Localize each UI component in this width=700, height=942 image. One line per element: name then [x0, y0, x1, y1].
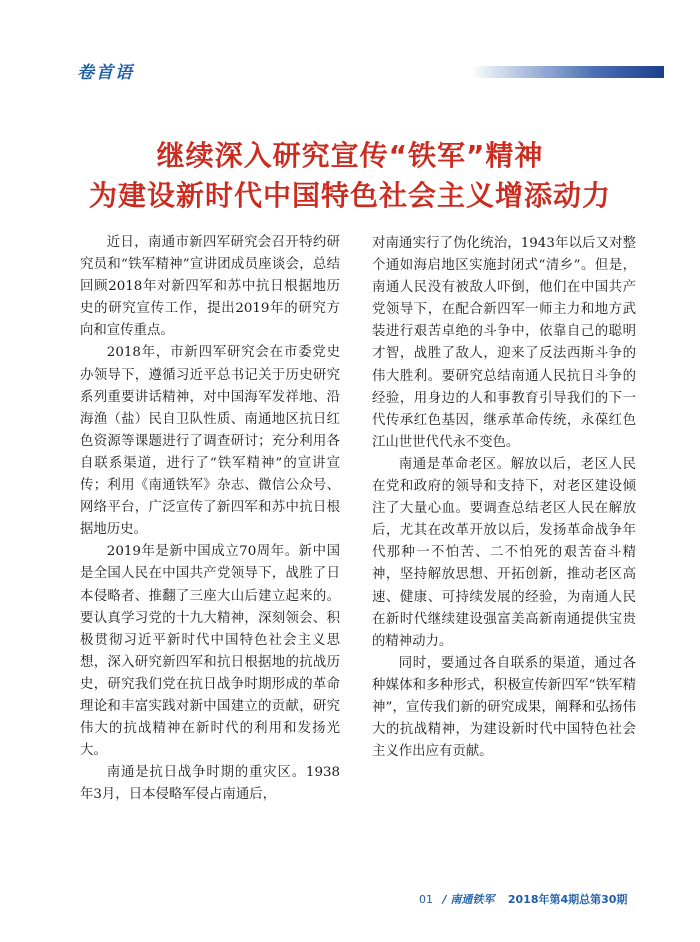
page-footer	[419, 891, 627, 907]
paragraph: 南通是革命老区。解放以后，老区人民在党和政府的领导和支持下，对老区建设倾注了大量心血。要调查总结老区人民在解放后，尤其在改革开放以后，发扬革命战争年代那种一不怕苦、二不怕死的艰苦奋斗精神，坚持解放思想、开拓创新，推动老区高速、健康、可持续发展的经验，为南通人民在新时代继续建设强富美高新南通提供宝贵的精神动力。	[372, 456, 636, 649]
header-decoration-bar	[470, 66, 664, 78]
paragraph: 同时，要通过各自联系的渠道，通过各种媒体和多种形式，积极宣传新四军“铁军精神”，宣传我们新的研究成果，阐释和弘扬伟大的抗战精神，为建设新时代中国特色社会主义作出应有贡献。	[372, 655, 636, 760]
left-column	[80, 232, 340, 806]
paragraph: 南通是抗日战争时期的重灾区。1938年3月，日本侵略军侵占南通后，	[80, 765, 340, 803]
column-label: 卷首语	[77, 63, 134, 83]
article-title-line1: 继续深入研究宣传“铁军”精神	[156, 139, 544, 172]
right-column	[372, 233, 636, 763]
article-title-line2: 为建设新时代中国特色社会主义增添动力	[88, 179, 611, 212]
page-number: 01	[419, 893, 433, 906]
issue-info: 2018年第4期总第30期	[507, 893, 628, 906]
paragraph: 2019年是新中国成立70周年。新中国是全国人民在中国共产党领导下，战胜了日本侵略者、推翻了三座大山后建立起来的。要认真学习党的十九大精神，深刻领会、积极贯彻习近平新时代中国特色社会主义思想，深入研究新四军和抗日根据地的抗战历史，研究我们党在抗日战争时期形成的革命理论和丰富实践对新中国建立的贡献，研究伟大的抗战精神在新时代的利用和发扬光大。	[80, 544, 340, 759]
magazine-logo: / 南通铁军	[442, 893, 495, 906]
paragraph: 近日，南通市新四军研究会召开特约研究员和“铁军精神”宣讲团成员座谈会，总结回顾2018年对新四军和苏中抗日根据地历史的研究宣传工作，提出2019年的研究方向和宣传重点。	[80, 235, 340, 339]
paragraph: 2018年，市新四军研究会在市委党史办领导下，遵循习近平总书记关于历史研究系列重要讲话精神，对中国海军发祥地、沿海渔（盐）民自卫队性质、南通地区抗日红色资源等课题进行了调查研讨；充分利用各自联系渠道，进行了“铁军精神”的宣讲宣传；利用《南通铁军》杂志、微信公众号、网络平台，广泛宣传了新四军和苏中抗日根据地历史。	[80, 345, 340, 538]
paragraph-continuation: 对南通实行了伪化统治，1943年以后又对整个通如海启地区实施封闭式“清乡”。但是，南通人民没有被敌人吓倒，他们在中国共产党领导下，在配合新四军一师主力和地方武装进行艰苦卓绝的斗争中，依靠自己的聪明才智，战胜了敌人，迎来了反法西斯斗争的伟大胜利。要研究总结南通人民抗日斗争的经验，用身边的人和事教育引导我们的下一代传承红色基因，继承革命传统，永葆红色江山世世代代永不变色。	[372, 236, 636, 450]
